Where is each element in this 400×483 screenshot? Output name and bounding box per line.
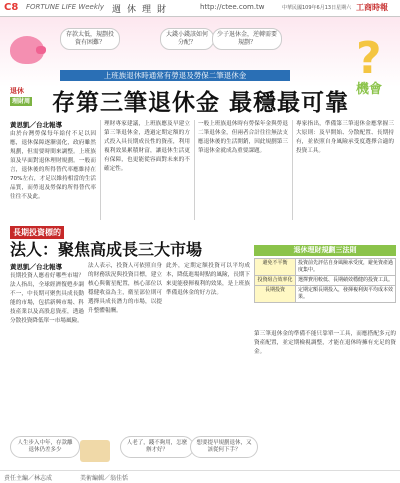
column-divider [100, 120, 101, 220]
summary-table [254, 258, 396, 303]
table-row [255, 259, 396, 276]
article2-column-4: 第三筆退休金的準備不能只靠單一工具，而應搭配多元的資產配置，並定期檢視調整，才能在退休時擁有充足的資金。 [254, 331, 396, 355]
thought-bubble-1: 存款太低，規劃投資有困難？ [60, 28, 120, 50]
summary-label: 投資組合效率化 [255, 276, 296, 286]
thought-bubble-3: 少子退休金，逆轉需要規劃？ [212, 28, 282, 50]
summary-text: 選擇費用較低、長期績效穩健的投資工具。 [296, 276, 396, 286]
summary-text: 定期定額長期投入，發揮複利與平均成本效果。 [296, 286, 396, 303]
issue-date: 中華民國109年6月13日星期六 [282, 5, 352, 11]
feature-tag-sub: 理財周 [12, 98, 31, 105]
article2-headline: 法人：聚焦高成長三大市場 [10, 240, 203, 259]
footer-designer: 美術編輯／翁佳恬 [80, 475, 129, 482]
callout-bubble-3: 想要提早規劃退休，又該從何下手？ [190, 436, 258, 458]
side-word: 機會 [356, 82, 383, 97]
summary-box-title: 退休理財規劃三法則 [254, 245, 396, 256]
article1-column-1: 由於台灣勞保每年給付不足以因應，退休保障逐漸弱化，政府雖然規劃，但需要時間來調整。上班族須及早面對退休理財規劃。一般而言，退休後的所得替代率應維持在70%左右，才足以維持相當的生活品質，而勞退及勞保的所得替代率往往不及此。 [10, 131, 96, 200]
summary-label: 避免不平衡 [255, 259, 296, 276]
article1-column-4: 專家指出，準備第三筆退休金應掌握三大原則：及早開始、分散配置、長期持有，並依照自身風險承受度選擇合適的投資工具。 [296, 121, 394, 154]
table-row [255, 286, 396, 303]
column-divider [292, 120, 293, 220]
article2-column-1: 長期投資人應看好哪些市場？法人指出，全球經濟復甦步調不一，中長期可聚焦具成長動能的市場，包括新興市場、科技產業以及高股息資產，透過分散投資降低單一市場風險。 [10, 273, 84, 324]
page-number: C8 [4, 2, 19, 13]
series-name: FORTUNE LIFE Weekly [26, 3, 104, 11]
callout-bubble-1: 人生步入中年，存款離退休仍差多少 [10, 436, 80, 458]
section-name: 週休理財 [112, 5, 173, 15]
callout-bubble-2: 人老了，錢不夠用，怎麼辦才好？ [120, 436, 194, 458]
summary-text: 投資前先評估自身風險承受度，避免資產過度集中。 [296, 259, 396, 276]
article2-byline: 黃思凱／台北報導 [10, 263, 62, 271]
site-url[interactable]: http://ctee.com.tw [200, 3, 265, 11]
question-mark-icon: ? [356, 33, 382, 84]
thought-bubble-2: 大錢小錢該如何分配？ [160, 28, 214, 50]
feature-tag-main: 退休 [10, 87, 24, 95]
article1-byline: 黃思凱／台北報導 [10, 121, 62, 129]
feature-tag [10, 87, 32, 106]
page-header [0, 0, 400, 17]
footer-editor: 責任主編／林志成 [4, 475, 53, 482]
column-divider [194, 120, 195, 220]
page-footer [0, 470, 400, 483]
article1-column-2: 理財專家建議，上班族應及早建立第三筆退休金，透過定期定額的方式投入具長期成長性的資產，利用複利效果累積財富，讓退休生活更有保障，也更能從容面對未來的不確定性。 [104, 121, 190, 172]
article2-column-2: 法人表示，投資人可依照自身的財務狀況與投資目標，建立核心與衛星配置，核心部位以穩健收益為主，衛星部位則可選擇具成長潛力的市場，以提升整體報酬。 [88, 263, 162, 314]
table-row [255, 276, 396, 286]
summary-label: 長期投資 [255, 286, 296, 303]
wallet-icon [80, 440, 110, 462]
newspaper-brand: 工商時報 [356, 3, 388, 12]
article1-column-3: 一般上班族退休時有勞保年金與勞退二筆退休金，但兩者合計往往無法支應退休後的生活開銷，因此規劃第三筆退休金就成為重要課題。 [198, 121, 288, 154]
article2-column-3: 此外，定期定額投資可以平均成本，降低進場時點的風險，長期下來更能發揮複利的效果，是上班族準備退休金的好方法。 [166, 263, 250, 296]
headline-kicker: 上班族退休時通常有勞退及勞保二筆退休金 [60, 70, 290, 81]
article2-tag: 長期投資標的 [10, 226, 64, 239]
main-headline: 存第三筆退休金 最穩最可靠 [52, 90, 350, 116]
piggy-bank-icon [10, 36, 44, 64]
